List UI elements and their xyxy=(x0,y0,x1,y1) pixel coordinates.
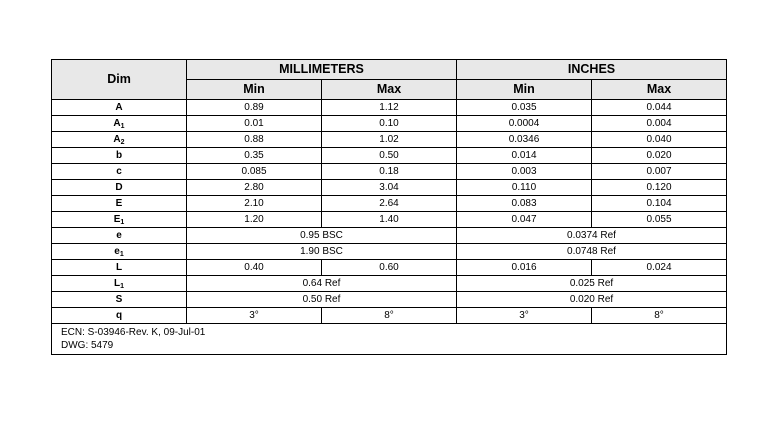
dim-symbol: $A_2$ xyxy=(52,132,187,148)
mm-min-value: 0.88 xyxy=(187,132,322,148)
in-max-value: 0.007 xyxy=(592,164,727,180)
mm-min-value: 2.10 xyxy=(187,196,322,212)
ecn-note: ECN: S-03946-Rev. K, 09-Jul-01 xyxy=(61,327,206,338)
table-row xyxy=(52,196,727,212)
dim-symbol: b xyxy=(52,148,187,164)
dim-symbol: $L_1$ xyxy=(52,276,187,292)
table-row xyxy=(52,132,727,148)
in-min-value: 3° xyxy=(457,308,592,324)
millimeters-header: MILLIMETERS xyxy=(187,60,457,80)
dim-symbol: S xyxy=(52,292,187,308)
in-min-header: Min xyxy=(457,80,592,100)
in-min-value: 0.0346 xyxy=(457,132,592,148)
in-min-value: 0.083 xyxy=(457,196,592,212)
dim-symbol: q xyxy=(52,308,187,324)
in-value: 0.0748 Ref xyxy=(457,244,727,260)
drawing-notes xyxy=(52,324,727,355)
in-max-value: 0.044 xyxy=(592,100,727,116)
table-row xyxy=(52,292,727,308)
mm-max-value: 1.12 xyxy=(322,100,457,116)
dim-symbol: A xyxy=(52,100,187,116)
in-max-value: 0.104 xyxy=(592,196,727,212)
mm-min-value: 0.01 xyxy=(187,116,322,132)
in-value: 0.020 Ref xyxy=(457,292,727,308)
table-row xyxy=(52,228,727,244)
table-row xyxy=(52,180,727,196)
dim-header: Dim xyxy=(52,60,187,100)
table-body xyxy=(52,100,727,324)
dwg-note: DWG: 5479 xyxy=(61,340,114,351)
mm-min-value: 0.35 xyxy=(187,148,322,164)
in-min-value: 0.047 xyxy=(457,212,592,228)
mm-value: 1.90 BSC xyxy=(187,244,457,260)
table-row xyxy=(52,244,727,260)
in-min-value: 0.016 xyxy=(457,260,592,276)
in-min-value: 0.110 xyxy=(457,180,592,196)
dim-symbol: $A_1$ xyxy=(52,116,187,132)
table-row xyxy=(52,276,727,292)
mm-max-value: 8° xyxy=(322,308,457,324)
in-max-value: 0.004 xyxy=(592,116,727,132)
mm-value: 0.64 Ref xyxy=(187,276,457,292)
mm-max-value: 0.60 xyxy=(322,260,457,276)
mm-max-value: 1.40 xyxy=(322,212,457,228)
in-max-header: Max xyxy=(592,80,727,100)
dim-symbol: e xyxy=(52,228,187,244)
table-row xyxy=(52,116,727,132)
in-max-value: 8° xyxy=(592,308,727,324)
mm-min-value: 2.80 xyxy=(187,180,322,196)
table-row xyxy=(52,308,727,324)
mm-value: 0.95 BSC xyxy=(187,228,457,244)
mm-min-value: 0.085 xyxy=(187,164,322,180)
in-max-value: 0.020 xyxy=(592,148,727,164)
in-max-value: 0.040 xyxy=(592,132,727,148)
in-min-value: 0.014 xyxy=(457,148,592,164)
table-row xyxy=(52,148,727,164)
in-min-value: 0.035 xyxy=(457,100,592,116)
dim-symbol: D xyxy=(52,180,187,196)
mm-max-value: 3.04 xyxy=(322,180,457,196)
dim-symbol: E xyxy=(52,196,187,212)
dimensions-table xyxy=(51,59,727,355)
mm-min-value: 0.40 xyxy=(187,260,322,276)
mm-max-header: Max xyxy=(322,80,457,100)
table-row xyxy=(52,100,727,116)
mm-max-value: 2.64 xyxy=(322,196,457,212)
inches-header: INCHES xyxy=(457,60,727,80)
mm-min-value: 3° xyxy=(187,308,322,324)
mm-value: 0.50 Ref xyxy=(187,292,457,308)
dim-symbol: L xyxy=(52,260,187,276)
mm-min-value: 0.89 xyxy=(187,100,322,116)
in-min-value: 0.003 xyxy=(457,164,592,180)
in-max-value: 0.120 xyxy=(592,180,727,196)
in-min-value: 0.0004 xyxy=(457,116,592,132)
dim-symbol: $e_1$ xyxy=(52,244,187,260)
table-row xyxy=(52,164,727,180)
dim-symbol: $E_1$ xyxy=(52,212,187,228)
mm-min-header: Min xyxy=(187,80,322,100)
mm-min-value: 1.20 xyxy=(187,212,322,228)
in-value: 0.0374 Ref xyxy=(457,228,727,244)
in-value: 0.025 Ref xyxy=(457,276,727,292)
mm-max-value: 0.50 xyxy=(322,148,457,164)
mm-max-value: 1.02 xyxy=(322,132,457,148)
dim-symbol: c xyxy=(52,164,187,180)
in-max-value: 0.055 xyxy=(592,212,727,228)
in-max-value: 0.024 xyxy=(592,260,727,276)
table-row xyxy=(52,260,727,276)
table-row xyxy=(52,212,727,228)
mm-max-value: 0.10 xyxy=(322,116,457,132)
mm-max-value: 0.18 xyxy=(322,164,457,180)
